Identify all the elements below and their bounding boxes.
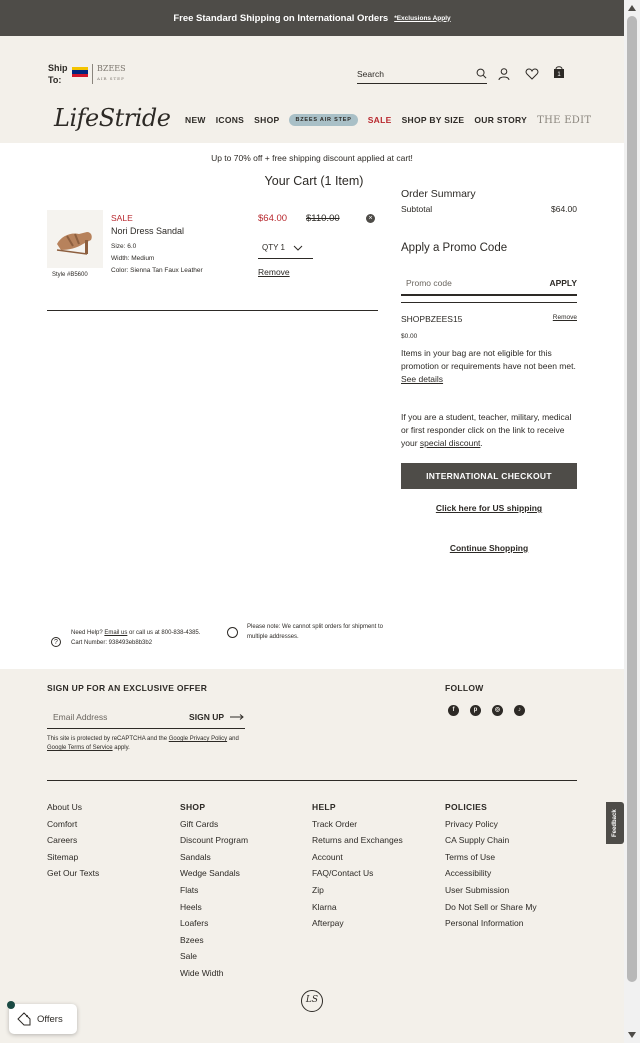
nav-bzees[interactable]: BZEES AIR STEP (289, 114, 357, 126)
divider (47, 310, 378, 311)
order-summary-title: Order Summary (401, 188, 476, 200)
footer-col-about (47, 799, 99, 882)
search-icon[interactable] (476, 68, 487, 79)
footer-heading: SHOP (180, 802, 206, 812)
tiktok-icon[interactable]: ♪ (514, 705, 525, 716)
signup-title: SIGN UP FOR AN EXCLUSIVE OFFER (47, 683, 208, 693)
sale-price: $64.00 (258, 213, 288, 224)
remove-link[interactable]: Remove (258, 267, 290, 277)
ineligible-message (401, 347, 577, 386)
svg-text:1: 1 (557, 72, 561, 78)
recaptcha-pre: This site is protected by reCAPTCHA and the (47, 736, 168, 742)
cart-title: Your Cart (1 Item) (264, 174, 364, 188)
remove-item-icon[interactable]: × (366, 214, 375, 223)
wishlist-heart-icon[interactable] (525, 67, 539, 81)
student-discount-message: If you are a student, teacher, military, medical or first responder click on the link to receive your special discount. (401, 412, 572, 448)
continue-shopping-link[interactable]: Continue Shopping (449, 543, 529, 553)
google-terms-link[interactable]: Google Terms of Service (47, 745, 113, 751)
recaptcha-apply: apply. (114, 745, 130, 751)
applied-code: SHOPBZEES15 (401, 314, 463, 324)
account-icon[interactable] (497, 67, 511, 81)
footer-link[interactable]: FAQ/Contact Us (312, 868, 374, 879)
footer-link[interactable]: Account (312, 851, 343, 862)
follow-title: FOLLOW (445, 683, 484, 693)
footer-heading: HELP (312, 802, 336, 812)
email-placeholder: Email Address (53, 711, 108, 722)
footer-link[interactable]: Flats (180, 884, 199, 895)
bzees-brand: BZEES (97, 64, 126, 73)
flag-icon[interactable] (72, 67, 88, 77)
promo-code-input[interactable] (401, 272, 577, 296)
footer-link[interactable]: About Us (47, 802, 82, 812)
footer-link[interactable]: Get Our Texts (47, 868, 100, 879)
help-icon: ? (51, 637, 61, 647)
facebook-icon[interactable]: f (448, 705, 459, 716)
product-color: Color: Sienna Tan Faux Leather (111, 267, 203, 274)
footer-col-policies (445, 799, 537, 932)
style-number: Style #B5600 (52, 272, 88, 278)
bzees-sub: AIR STEP (97, 76, 125, 81)
search-placeholder: Search (357, 68, 384, 79)
product-meta (111, 241, 203, 277)
footer-link[interactable]: Sitemap (47, 851, 79, 862)
nav-the-edit[interactable]: THE EDIT (537, 114, 592, 126)
footer-link[interactable]: Zip (312, 884, 324, 895)
promo-bar (0, 0, 624, 36)
help-text (71, 629, 223, 648)
footer-link[interactable]: Afterpay (312, 918, 344, 929)
subtotal-label: Subtotal (401, 204, 433, 214)
footer-link[interactable]: Discount Program (180, 835, 249, 846)
original-price: $110.00 (306, 213, 340, 224)
ls-monogram-logo: LS (301, 990, 323, 1012)
product-name[interactable]: Nori Dress Sandal (111, 226, 185, 236)
footer-col-shop (180, 799, 248, 982)
order-summary (401, 188, 577, 214)
offers-button[interactable] (9, 1004, 77, 1034)
footer-link[interactable]: Accessibility (445, 868, 492, 879)
exclusions-link[interactable]: *Exclusions Apply (394, 14, 451, 22)
bzees-logo[interactable] (92, 64, 126, 84)
site-header (0, 36, 624, 143)
offers-label: Offers (37, 1013, 63, 1025)
recaptcha-and: and (228, 736, 239, 742)
footer-link[interactable]: Sale (180, 951, 198, 962)
footer-link[interactable]: Do Not Sell or Share My (445, 901, 537, 912)
signup-button[interactable] (189, 712, 245, 722)
apply-button[interactable]: APPLY (549, 278, 577, 288)
promo-title: Apply a Promo Code (401, 242, 508, 254)
us-shipping-link[interactable]: Click here for US shipping (435, 503, 543, 513)
sale-badge: SALE (111, 213, 133, 223)
footer-link[interactable]: Loafers (180, 918, 209, 929)
main-nav (185, 114, 591, 126)
footer-link[interactable]: Wedge Sandals (180, 868, 240, 879)
nav-new[interactable]: NEW (185, 115, 206, 125)
footer-link[interactable]: Terms of Use (445, 851, 496, 862)
cart-number: Cart Number: 938493eb8b3b2 (71, 639, 153, 646)
lifestride-logo[interactable]: LifeStride (54, 104, 171, 132)
tag-icon (17, 1012, 31, 1026)
nav-shop[interactable]: SHOP (254, 115, 280, 125)
nav-icons[interactable]: ICONS (215, 115, 245, 125)
nav-our-story[interactable]: OUR STORY (474, 115, 528, 125)
quantity-value: QTY 1 (262, 243, 285, 252)
nav-sale[interactable]: SALE (367, 115, 392, 125)
remove-code-link[interactable]: Remove (552, 314, 577, 321)
footer-link[interactable]: CA Supply Chain (445, 835, 510, 846)
split-order-note: Please note: We cannot split orders for shipment to multiple addresses. (247, 624, 383, 640)
footer-col-help (312, 799, 403, 932)
signup-label: SIGN UP (189, 711, 224, 722)
recaptcha-notice (47, 735, 247, 753)
bag-icon[interactable] (552, 65, 566, 79)
footer-link[interactable]: Gift Cards (180, 818, 219, 829)
pinterest-icon[interactable]: p (470, 705, 481, 716)
applied-code-row (401, 314, 577, 324)
quantity-select[interactable] (258, 237, 313, 259)
divider (401, 302, 577, 303)
arrow-right-icon (229, 714, 245, 720)
footer-link[interactable]: Bzees (180, 934, 204, 945)
ineligible-text: Items in your bag are not eligible for this promotion or requirements have not been met. (401, 348, 576, 371)
product-width: Width: Medium (111, 255, 155, 262)
scroll-thumb[interactable] (627, 16, 637, 982)
info-icon (227, 627, 238, 638)
footer-link[interactable]: Klarna (312, 901, 337, 912)
scroll-down-arrow[interactable] (628, 1032, 636, 1038)
site-footer (0, 669, 624, 1043)
footer-link[interactable]: Comfort (47, 818, 78, 829)
subtotal-row (401, 204, 577, 214)
product-image[interactable] (47, 210, 103, 268)
footer-link[interactable]: Privacy Policy (445, 818, 498, 829)
call-text: or call us at 800-838-4385. (129, 630, 201, 636)
instagram-icon[interactable]: ◎ (492, 705, 503, 716)
footer-heading: POLICIES (445, 802, 488, 812)
chevron-down-icon (293, 245, 303, 251)
footer-link[interactable]: Heels (180, 901, 202, 912)
see-details-link[interactable]: See details (401, 374, 444, 384)
footer-link[interactable]: Wide Width (180, 967, 224, 978)
scroll-up-arrow[interactable] (628, 5, 636, 11)
need-help-label: Need Help? (71, 630, 103, 636)
footer-link[interactable]: Track Order (312, 818, 358, 829)
product-size: Size: 6.0 (111, 243, 137, 250)
code-amount: $0.00 (401, 333, 418, 340)
search-input[interactable] (357, 64, 487, 84)
footer-link[interactable]: User Submission (445, 884, 510, 895)
nav-shop-by-size[interactable]: SHOP BY SIZE (401, 115, 465, 125)
footer-link[interactable]: Returns and Exchanges (312, 835, 403, 846)
feedback-tab[interactable]: Feedback (606, 802, 624, 844)
student-text: If you are a student, teacher, military, medical or first responder click on the link to receive your (401, 412, 572, 448)
footer-link[interactable]: Sandals (180, 851, 211, 862)
footer-link[interactable]: Careers (47, 835, 78, 846)
subtotal-value: $64.00 (551, 204, 577, 214)
email-us-link[interactable]: Email us (104, 630, 128, 636)
footer-link[interactable]: Personal Information (445, 918, 524, 929)
divider (47, 780, 577, 781)
promo-placeholder: Promo code (406, 278, 452, 288)
social-links (448, 705, 536, 716)
notification-dot (7, 1001, 15, 1009)
email-signup-input[interactable] (47, 705, 245, 729)
international-checkout-button[interactable]: INTERNATIONAL CHECKOUT (401, 463, 577, 489)
discount-message: Up to 70% off + free shipping discount applied at cart! (211, 153, 413, 163)
special-discount-link[interactable]: special discount (419, 438, 481, 448)
google-privacy-link[interactable]: Google Privacy Policy (168, 736, 228, 742)
promo-text: Free Standard Shipping on International Orders (173, 12, 389, 24)
ship-to-label[interactable]: Ship To: (48, 63, 68, 85)
